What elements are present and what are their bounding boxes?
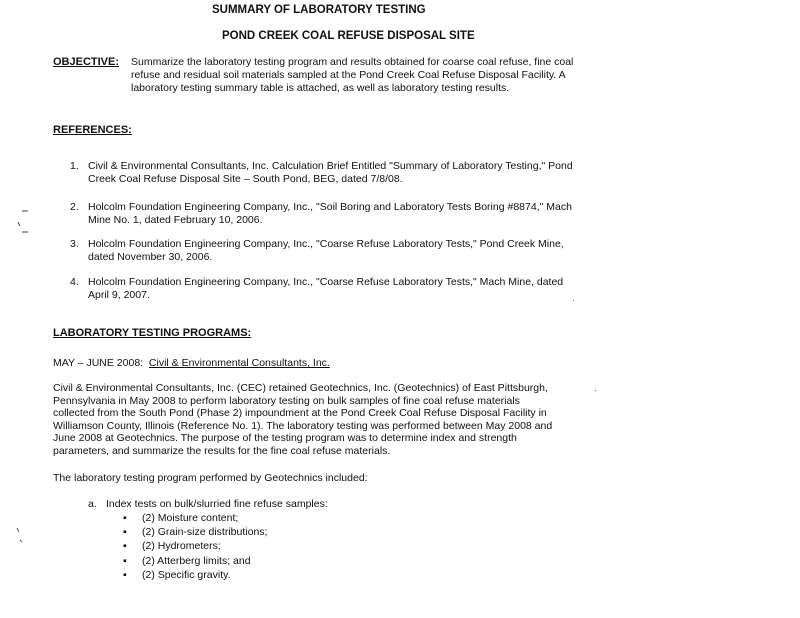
reference-text: Holcolm Foundation Engineering Company, Inc., "Coarse Refuse Laboratory Tests," Pond Creek Mine, dated November 30, 2006. (88, 238, 564, 263)
scan-speck (18, 222, 20, 226)
site-title: POND CREEK COAL REFUSE DISPOSAL SITE (222, 30, 475, 42)
program-organization: Civil & Environmental Consultants, Inc. (148, 357, 330, 369)
programs-label: LABORATORY TESTING PROGRAMS: (53, 327, 252, 339)
bullet-icon: ▪ (123, 512, 127, 524)
objective-text: Summarize the laboratory testing program and results obtained for coarse coal refuse, fine coal refuse and residual soil materials sampled at the Pond Creek Coal Refuse Disposal Facility. A laboratory testing summary table is attached, as well as laboratory testing results. (131, 56, 574, 95)
objective-label: OBJECTIVE: (53, 56, 120, 68)
reference-number: 3. (70, 238, 79, 250)
reference-text: Civil & Environmental Consultants, Inc. Calculation Brief Entitled "Summary of Laboratory Testing," Pond Creek Coal Refuse Disposal Site – South Pond, BEG, dated 7/8/08. (88, 160, 573, 185)
scan-speck (20, 540, 22, 542)
scan-speck (595, 390, 596, 391)
reference-text: Holcolm Foundation Engineering Company, Inc., "Coarse Refuse Laboratory Tests," Mach Mine, dated April 9, 2007. (88, 276, 564, 301)
test-item-text: (2) Hydrometers; (142, 540, 221, 553)
program-description: Civil & Environmental Consultants, Inc. (CEC) retained Geotechnics, Inc. (Geotechnics) of East Pittsburgh, Pennsylvania in May 2008 to perform laboratory testing on bulk samples of fine coal refuse materials collected from the South Pond (Phase 2) impoundment at the Pond Creek Coal Refuse Disposal Facility in Williamson County, Illinois (Reference No. 1). The laboratory testing was performed between May 2008 and June 2008 at Geotechnics. The purpose of the testing program was to determine index and strength parameters, and summarize the results for the fine coal refuse materials. (53, 382, 553, 457)
bullet-icon: ▪ (123, 526, 127, 539)
scan-speck (573, 300, 574, 301)
reference-number: 4. (70, 276, 79, 288)
program-period: MAY – JUNE 2008: (53, 357, 144, 369)
bullet-icon: ▪ (123, 554, 127, 567)
test-item-text: (2) Atterberg limits; and (142, 554, 251, 567)
reference-number: 1. (70, 160, 79, 172)
index-tests-letter: a. (88, 498, 97, 510)
index-tests-text: Index tests on bulk/slurried fine refuse samples: (106, 498, 328, 510)
test-item-text: (2) Moisture content; (142, 512, 239, 524)
test-item-text: (2) Grain-size distributions; (142, 526, 268, 539)
program-intro: The laboratory testing program performed by Geotechnics included: (53, 472, 368, 484)
reference-text: Holcolm Foundation Engineering Company, Inc., "Soil Boring and Laboratory Tests Boring #8874," Mach Mine No. 1, dated February 10, 2006. (88, 201, 572, 226)
scan-speck (17, 528, 19, 532)
reference-number: 2. (70, 201, 79, 213)
document-title: SUMMARY OF LABORATORY TESTING (212, 4, 426, 16)
bullet-icon: ▪ (123, 540, 127, 553)
bullet-icon: ▪ (123, 568, 127, 581)
references-label: REFERENCES: (53, 124, 132, 136)
test-item-text: (2) Specific gravity. (142, 568, 231, 581)
